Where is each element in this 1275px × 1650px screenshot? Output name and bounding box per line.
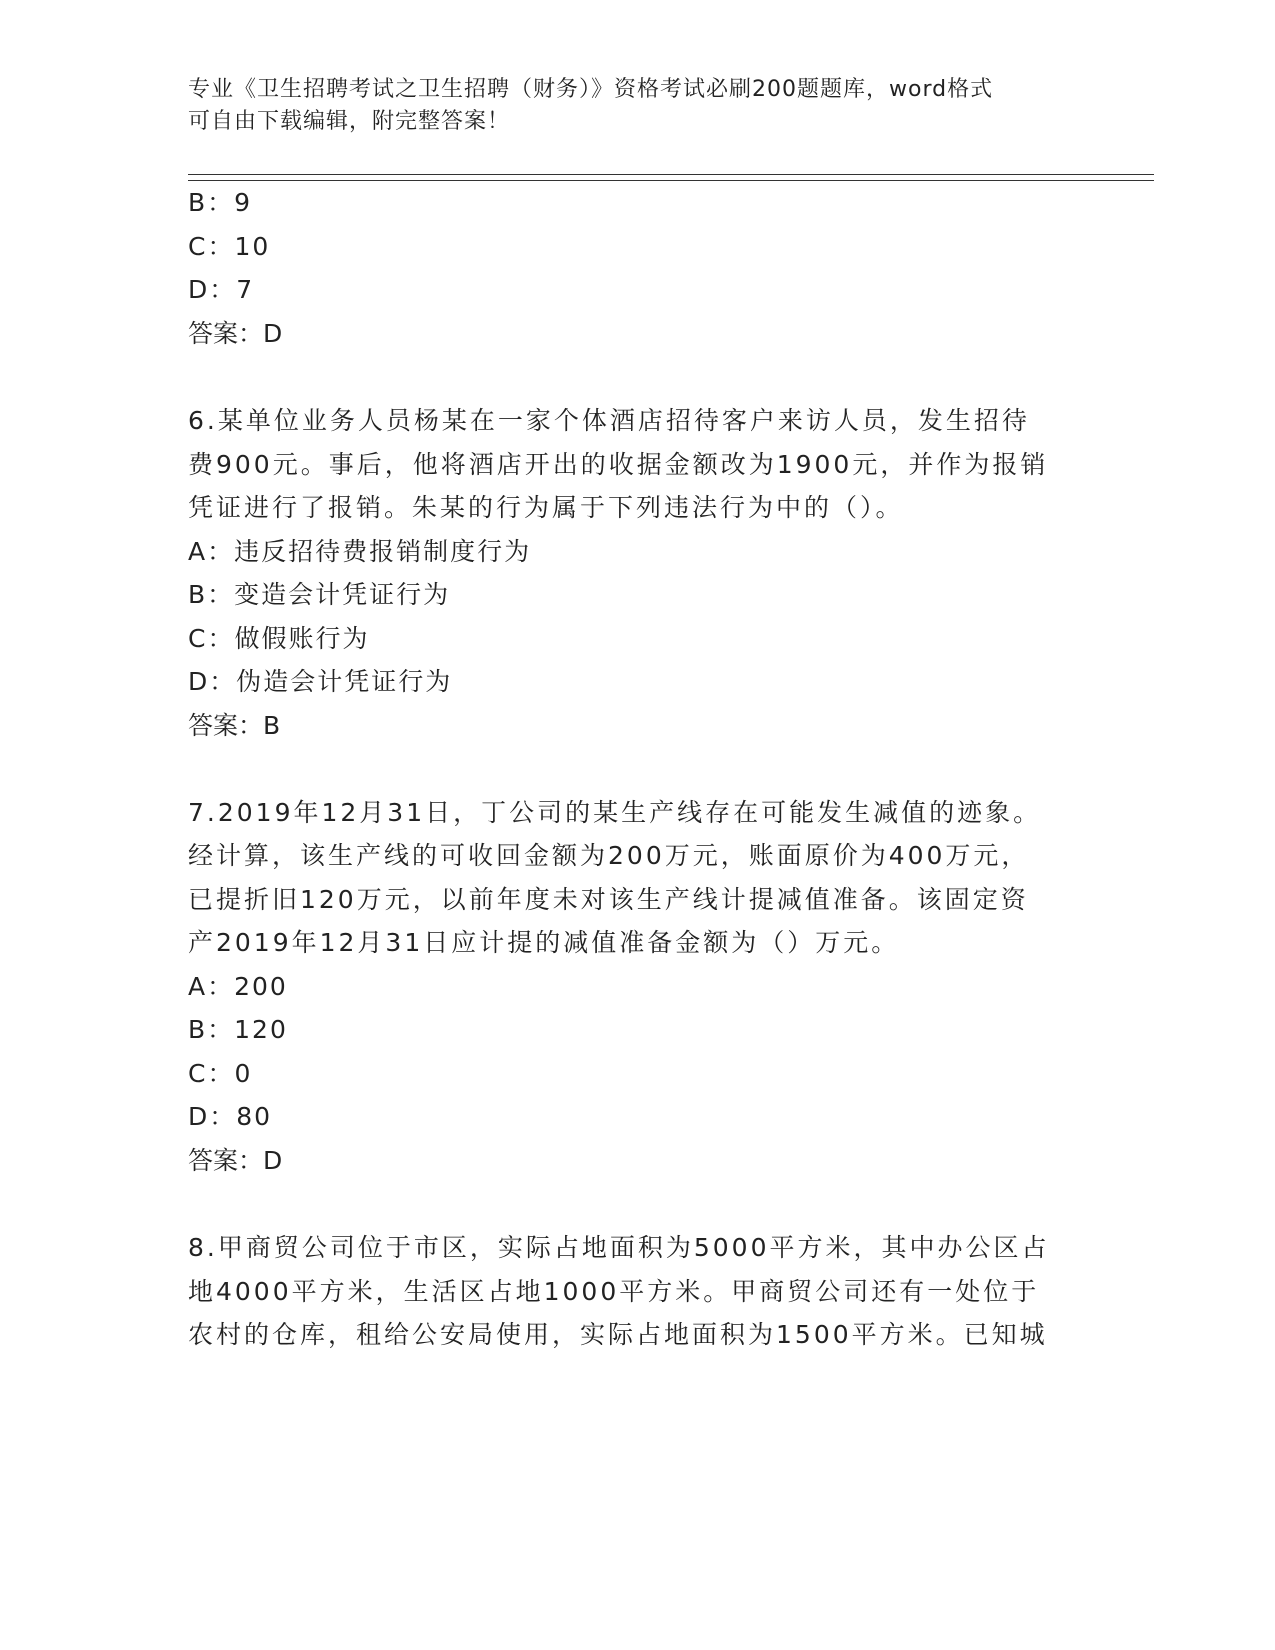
q8-stem-line-3: 农村的仓库，租给公安局使用，实际占地面积为1500平方米。已知城 bbox=[188, 1320, 1048, 1349]
prev-answer: 答案：D bbox=[188, 319, 283, 348]
prev-option-b: B：9 bbox=[188, 188, 253, 217]
q6-option-a: A：违反招待费报销制度行为 bbox=[188, 537, 532, 566]
q7-option-a: A：200 bbox=[188, 972, 288, 1001]
q6-option-b: B：变造会计凭证行为 bbox=[188, 580, 451, 609]
q8-stem-line-2: 地4000平方米，生活区占地1000平方米。甲商贸公司还有一处位于 bbox=[188, 1277, 1040, 1306]
q6-option-c: C：做假账行为 bbox=[188, 624, 370, 653]
prev-option-d: D：7 bbox=[188, 275, 255, 304]
q7-stem-line-4: 产2019年12月31日应计提的减值准备金额为（）万元。 bbox=[188, 928, 900, 957]
header-divider-bottom bbox=[188, 180, 1154, 181]
q6-option-d: D：伪造会计凭证行为 bbox=[188, 667, 453, 696]
q6-answer: 答案：B bbox=[188, 711, 281, 740]
q7-option-b: B：120 bbox=[188, 1015, 288, 1044]
q6-stem-line-2: 费900元。事后，他将酒店开出的收据金额改为1900元，并作为报销 bbox=[188, 450, 1049, 479]
q6-stem-line-3: 凭证进行了报销。朱某的行为属于下列违法行为中的（）。 bbox=[188, 493, 904, 522]
header-line-1: 专业《卫生招聘考试之卫生招聘（财务）》资格考试必刷200题题库，word格式 bbox=[188, 77, 994, 102]
header-line-2: 可自由下载编辑，附完整答案！ bbox=[188, 109, 511, 134]
q7-stem-line-1: 7.2019年12月31日，丁公司的某生产线存在可能发生减值的迹象。 bbox=[188, 798, 1042, 827]
q7-answer: 答案：D bbox=[188, 1146, 283, 1175]
q7-option-d: D：80 bbox=[188, 1102, 273, 1131]
header-divider-top bbox=[188, 174, 1154, 175]
q8-stem-line-1: 8.甲商贸公司位于市区，实际占地面积为5000平方米，其中办公区占 bbox=[188, 1233, 1050, 1262]
q7-stem-line-3: 已提折旧120万元，以前年度未对该生产线计提减值准备。该固定资 bbox=[188, 885, 1029, 914]
prev-option-c: C：10 bbox=[188, 232, 271, 261]
q6-stem-line-1: 6.某单位业务人员杨某在一家个体酒店招待客户来访人员，发生招待 bbox=[188, 406, 1030, 435]
document-header bbox=[188, 74, 1088, 138]
q7-stem-line-2: 经计算，该生产线的可收回金额为200万元，账面原价为400万元， bbox=[188, 841, 1030, 870]
q7-option-c: C：0 bbox=[188, 1059, 253, 1088]
